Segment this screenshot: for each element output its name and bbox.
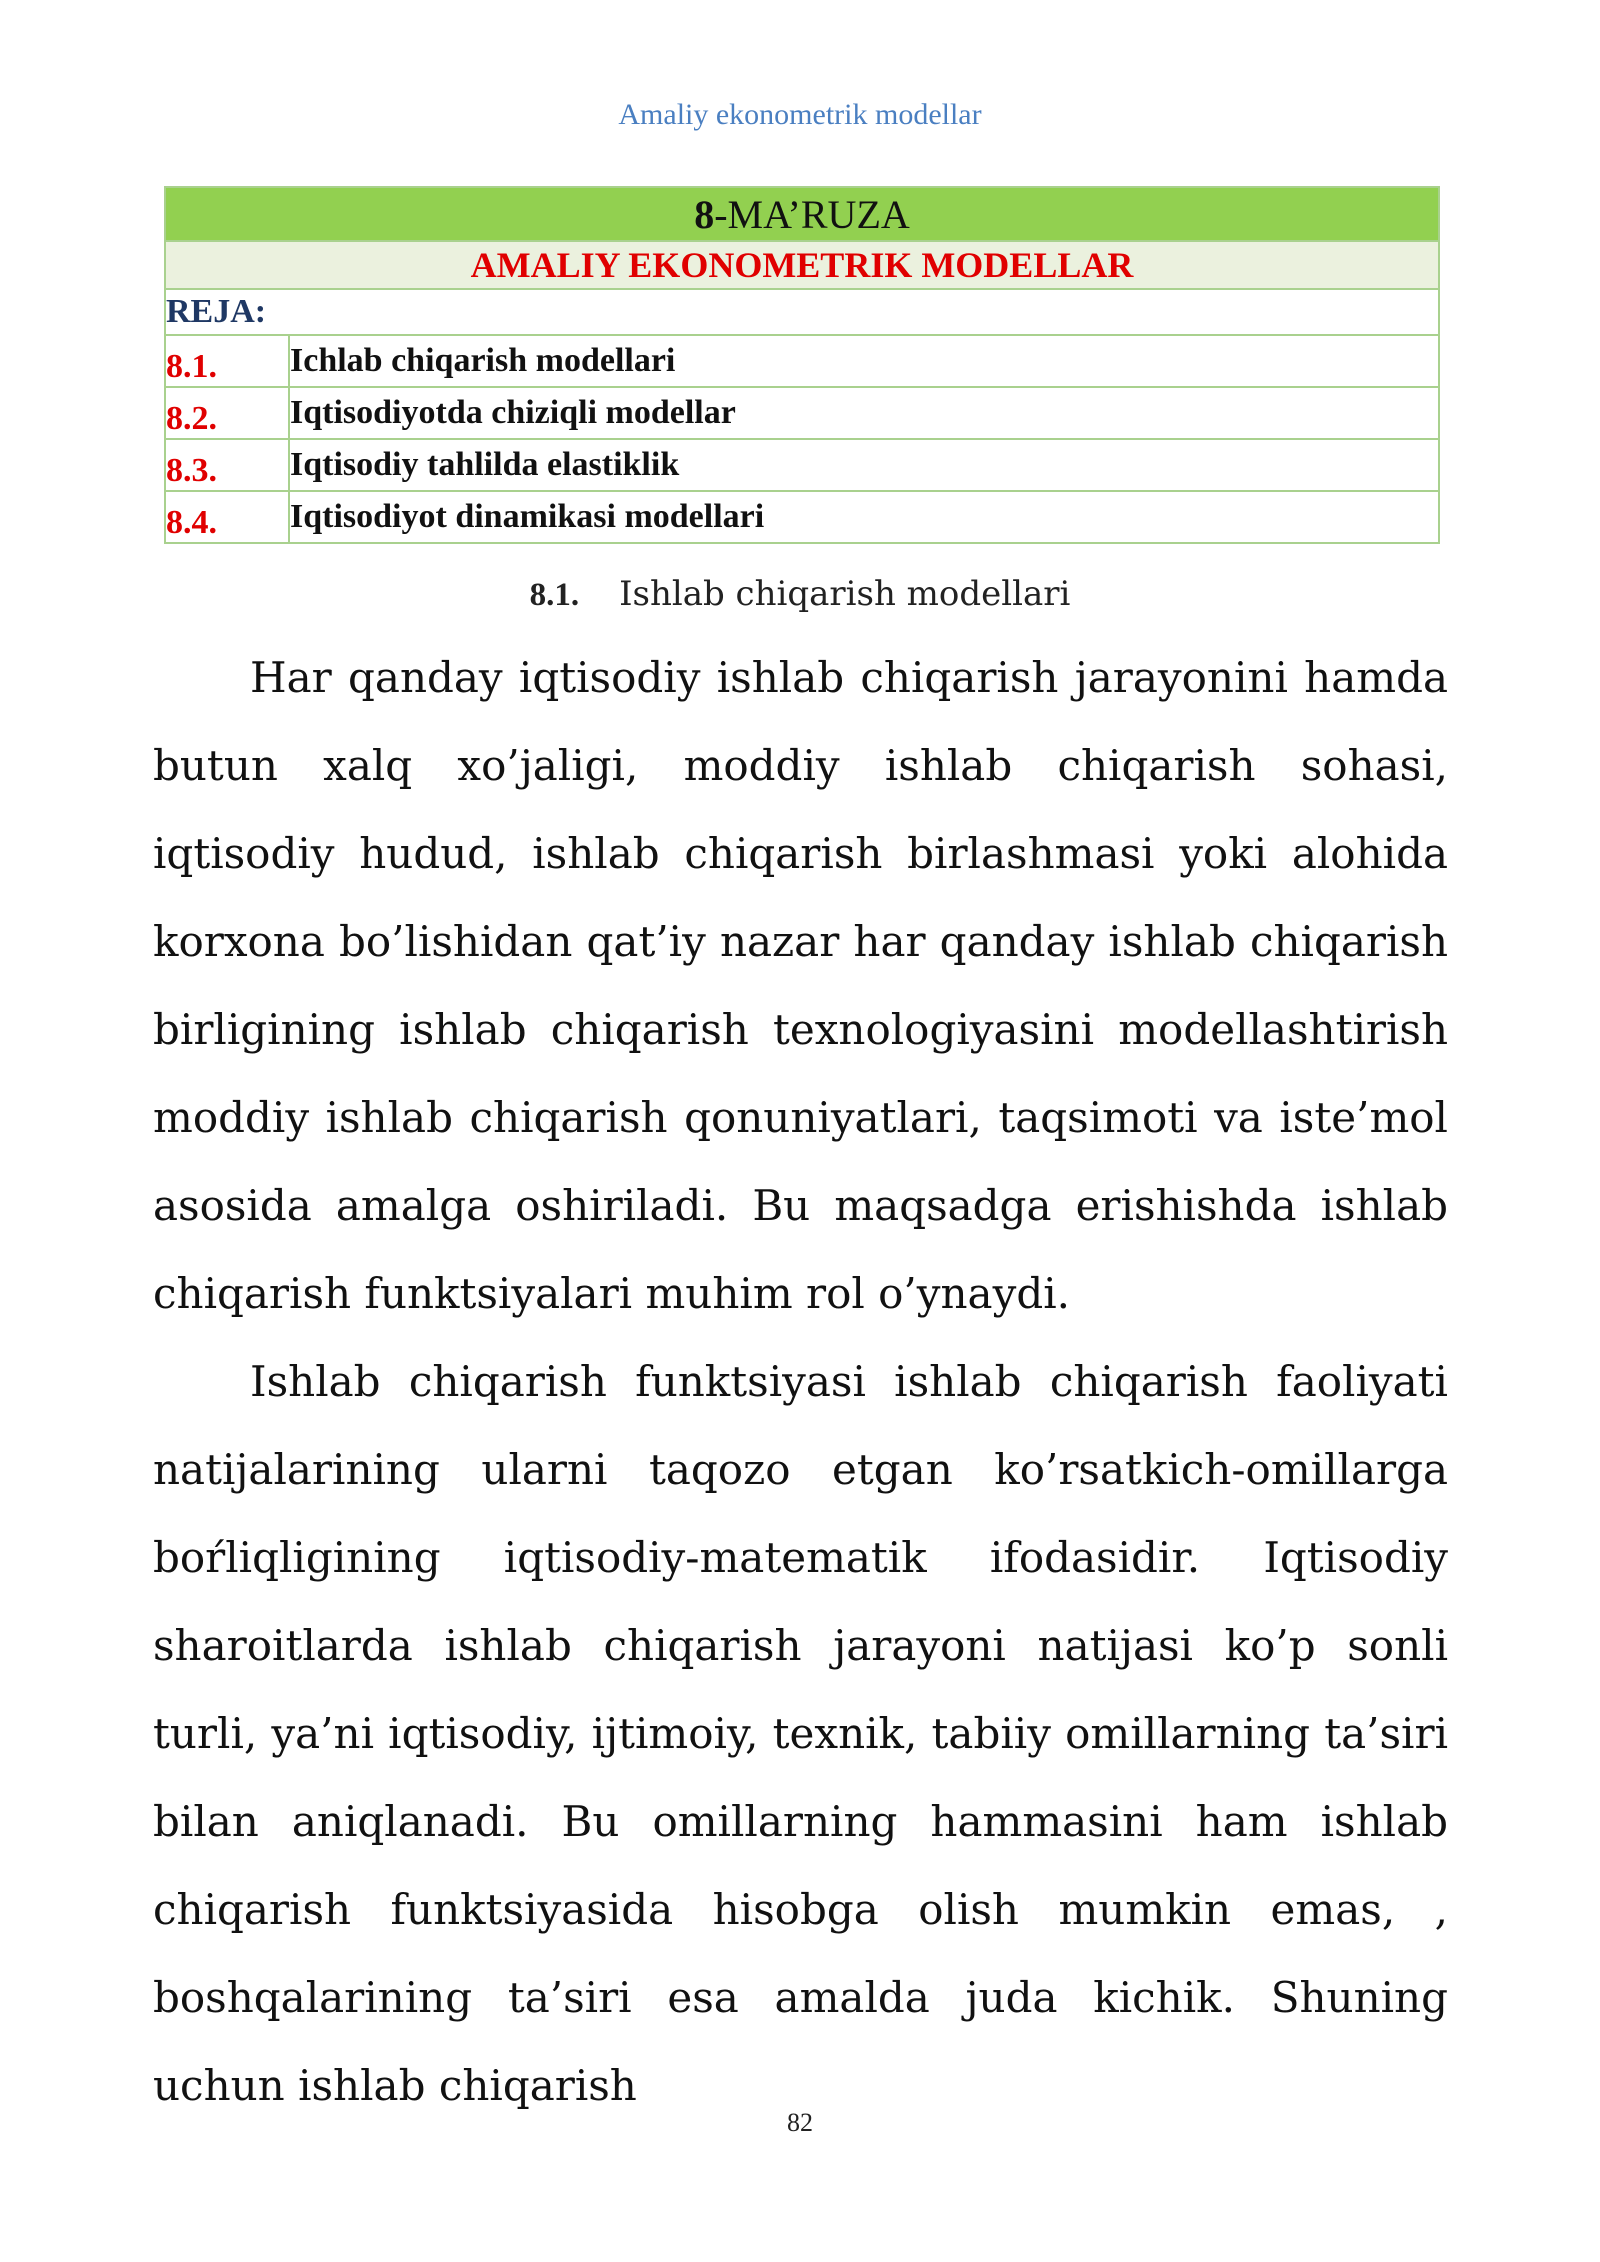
plan-item — [165, 335, 1439, 387]
plan-item — [165, 387, 1439, 439]
plan-item-number: 8.1. — [165, 335, 289, 387]
lecture-outline-table — [164, 186, 1440, 544]
section-title: Ishlab chiqarish modellari — [619, 574, 1071, 614]
plan-label-row — [165, 289, 1439, 335]
plan-item — [165, 439, 1439, 491]
lecture-number-cell — [165, 187, 1439, 241]
plan-item-text: Ichlab chiqarish modellari — [289, 335, 1439, 387]
plan-item — [165, 491, 1439, 543]
lecture-number-row — [165, 187, 1439, 241]
lecture-title-row — [165, 241, 1439, 289]
plan-item-text: Iqtisodiyotda chiziqli modellar — [289, 387, 1439, 439]
plan-item-number: 8.4. — [165, 491, 289, 543]
body-paragraph: Ishlab chiqarish funktsiyasi ishlab chiqarish faoliyati natijalarining ularni taqozo etgan ko’rsatkich-omillarga boŕliqligining iqtisodiy-matematik ifodasidir. Iqtisodiy sharoitlarda ishlab chiqarish jarayoni natijasi ko’p sonli turli, ya’ni iqtisodiy, ijtimoiy, texnik, tabiiy omillarning ta’siri bilan aniqlanadi. Bu omillarning hammasini ham ishlab chiqarish funktsiyasida hisobga olish mumkin emas, , boshqalarining ta’siri esa amalda juda kichik. Shuning uchun ishlab chiqarish — [153, 1357, 1448, 2110]
body-paragraph: Har qanday iqtisodiy ishlab chiqarish jarayonini hamda butun xalq xo’jaligi, moddiy ishlab chiqarish sohasi, iqtisodiy hudud, ishlab chiqarish birlashmasi yoki alohida korxona bo’lishidan qat’iy nazar har qanday ishlab chiqarish birligining ishlab chiqarish texnologiyasini modellashtirish moddiy ishlab chiqarish qonuniyatlari, taqsimoti va iste’mol asosida amalga oshiriladi. Bu maqsadga erishishda ishlab chiqarish funktsiyalari muhim rol o’ynaydi. — [153, 653, 1448, 1318]
plan-item-text: Iqtisodiy tahlilda elastiklik — [289, 439, 1439, 491]
plan-label: REJA: — [165, 289, 1439, 335]
plan-item-text: Iqtisodiyot dinamikasi modellari — [289, 491, 1439, 543]
page-number: 82 — [787, 2108, 813, 2137]
lecture-number: 8 — [694, 191, 715, 237]
plan-item-number: 8.3. — [165, 439, 289, 491]
lecture-title: AMALIY EKONOMETRIK MODELLAR — [165, 241, 1439, 289]
lecture-label: -MA’RUZA — [714, 191, 910, 237]
plan-item-number: 8.2. — [165, 387, 289, 439]
section-number: 8.1. — [529, 577, 580, 613]
section-heading — [0, 574, 1600, 614]
running-header: Amaliy ekonometrik modellar — [618, 98, 982, 131]
